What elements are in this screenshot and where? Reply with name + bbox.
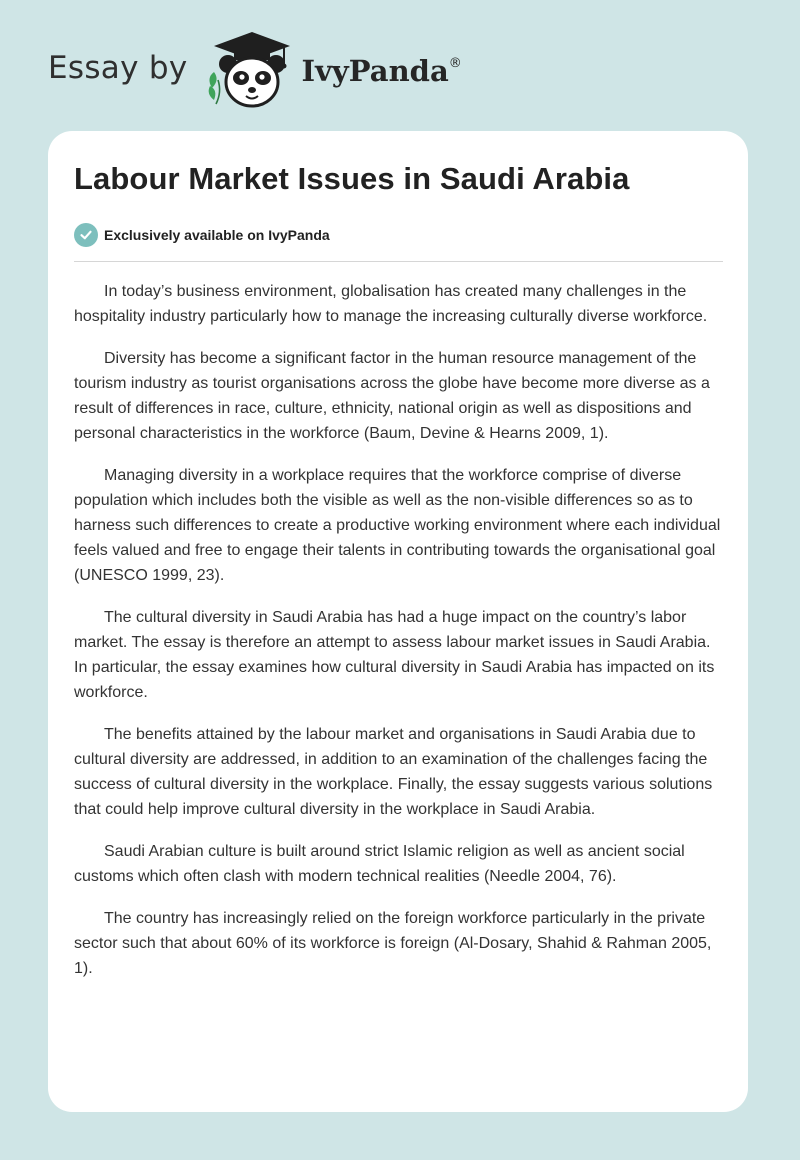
- brand-name[interactable]: [302, 54, 462, 88]
- exclusive-badge-label: Exclusively available on IvyPanda: [104, 227, 330, 243]
- exclusive-badge: [74, 223, 330, 247]
- essay-paragraph: Saudi Arabian culture is built around strict Islamic religion as well as ancient social customs which often clash with modern technical realities (Needle 2004, 76).: [74, 843, 685, 885]
- essay-paragraph: The cultural diversity in Saudi Arabia has had a huge impact on the country’s labor market. The essay is therefore an attempt to assess labour market issues in Saudi Arabia. In particular, the essay examines how cultural diversity in Saudi Arabia has impacted on its workforce.: [74, 609, 715, 701]
- brand-text: IvyPanda: [301, 54, 449, 88]
- essay-paragraph: The country has increasingly relied on the foreign workforce particularly in the private sector such that about 60% of its workforce is foreign (Al-Dosary, Shahid & Rahman 2005, 1).: [74, 910, 712, 977]
- essay-paragraph: Diversity has become a significant factor in the human resource management of the tourism industry as tourist organisations across the globe have become more diverse as a result of differences in race, culture, ethnicity, national origin as well as dispositions and personal characteristics in the workforce (Baum, Devine & Hearns 2009, 1).: [74, 350, 710, 442]
- site-header: [48, 30, 748, 110]
- essay-by-label: Essay by: [48, 50, 188, 86]
- panda-logo-icon[interactable]: [204, 30, 300, 110]
- essay-body: [74, 279, 726, 998]
- registered-mark: ®: [448, 56, 462, 71]
- essay-card: [48, 131, 748, 1112]
- essay-paragraph: In today’s business environment, globalisation has created many challenges in the hospitality industry particularly how to manage the increasing culturally diverse workforce.: [74, 283, 708, 325]
- essay-title: Labour Market Issues in Saudi Arabia: [74, 161, 630, 196]
- essay-paragraph: The benefits attained by the labour market and organisations in Saudi Arabia due to cultural diversity are addressed, in addition to an examination of the challenges facing the success of cultural diversity in the workplace. Finally, the essay suggests various solutions that could help improve cultural diversity in the workplace in Saudi Arabia.: [74, 726, 713, 818]
- title-divider: [74, 261, 723, 262]
- check-icon: [74, 223, 98, 247]
- essay-paragraph: Managing diversity in a workplace requires that the workforce comprise of diverse population which includes both the visible as well as the non-visible differences so as to harness such differences to create a productive working environment where each individual feels valued and free to engage their talents in contributing towards the organisational goal (UNESCO 1999, 23).: [74, 467, 721, 584]
